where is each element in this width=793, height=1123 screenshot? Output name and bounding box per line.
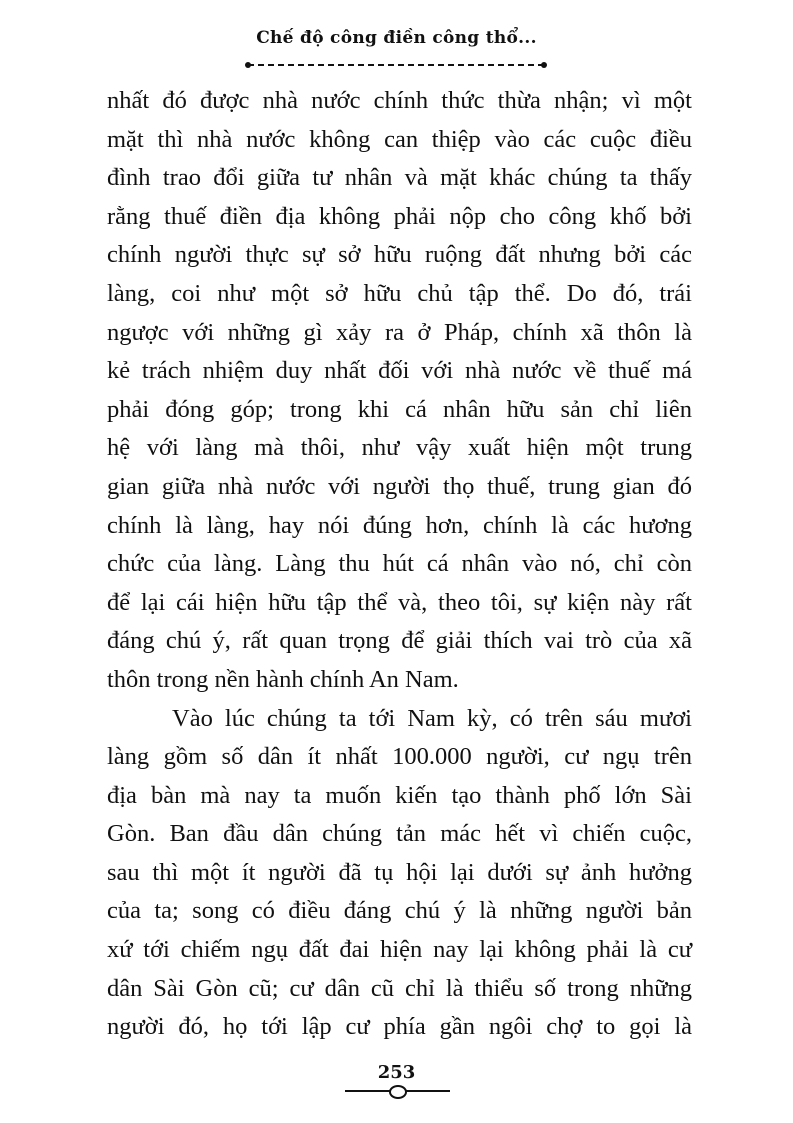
header-divider bbox=[248, 64, 544, 66]
text-line: chính là làng, hay nói đúng hơn, chính là các hương bbox=[107, 511, 692, 539]
text-line: nhất đó được nhà nước chính thức thừa nhận; vì một bbox=[107, 87, 692, 114]
text-line: làng, coi như một sở hữu chủ tập thể. Do đó, trái bbox=[107, 279, 692, 307]
text-line: mặt thì nhà nước không can thiệp vào các cuộc điều bbox=[107, 125, 692, 153]
text-line: đáng chú ý, rất quan trọng để giải thích vai trò của xã bbox=[107, 627, 692, 655]
text-line: phải đóng góp; trong khi cá nhân hữu sản chỉ liên bbox=[107, 395, 692, 423]
page-footer bbox=[0, 1062, 793, 1084]
text-line: kẻ trách nhiệm duy nhất đối với nhà nước về thuế má bbox=[107, 357, 692, 385]
text-line: đình trao đổi giữa tư nhân và mặt khác chúng ta thấy bbox=[107, 164, 692, 192]
text-line: của ta; song có điều đáng chú ý là những người bản bbox=[107, 897, 692, 925]
text-line: chính người thực sự sở hữu ruộng đất nhưng bởi các bbox=[107, 241, 692, 269]
text-line: Vào lúc chúng ta tới Nam kỳ, có trên sáu mươi bbox=[172, 704, 692, 732]
text-line: gian giữa nhà nước với người thọ thuế, trung gian đó bbox=[107, 472, 692, 500]
running-header-title: Chế độ công điền công thổ... bbox=[256, 28, 537, 48]
text-line: xứ tới chiếm ngụ đất đai hiện nay lại không phải là cư bbox=[107, 936, 692, 964]
text-line: sau thì một ít người đã tụ hội lại dưới sự ảnh hưởng bbox=[107, 858, 692, 886]
text-line: ngược với những gì xảy ra ở Pháp, chính xã thôn là bbox=[107, 318, 692, 346]
footer-ornament bbox=[345, 1090, 450, 1092]
text-line: địa bàn mà nay ta muốn kiến tạo thành phố lớn Sài bbox=[107, 781, 692, 809]
text-line: Gòn. Ban đầu dân chúng tản mác hết vì chiến cuộc, bbox=[107, 820, 692, 848]
running-header bbox=[0, 28, 793, 48]
page-body bbox=[107, 82, 692, 1047]
text-line: hệ với làng mà thôi, như vậy xuất hiện một trung bbox=[107, 434, 692, 462]
text-line: dân Sài Gòn cũ; cư dân cũ chỉ là thiểu số trong những bbox=[107, 974, 692, 1002]
page-number: 253 bbox=[377, 1062, 416, 1083]
text-line: chức của làng. Làng thu hút cá nhân vào nó, chỉ còn bbox=[107, 550, 692, 578]
text-line: người đó, họ tới lập cư phía gần ngôi chợ to gọi là bbox=[107, 1013, 692, 1041]
text-line: thôn trong nền hành chính An Nam. bbox=[107, 665, 459, 693]
text-line: làng gồm số dân ít nhất 100.000 người, cư ngụ trên bbox=[107, 743, 692, 771]
text-line: rằng thuế điền địa không phải nộp cho công khố bởi bbox=[107, 202, 692, 230]
text-line: để lại cái hiện hữu tập thể và, theo tôi, sự kiện này rất bbox=[107, 588, 692, 616]
